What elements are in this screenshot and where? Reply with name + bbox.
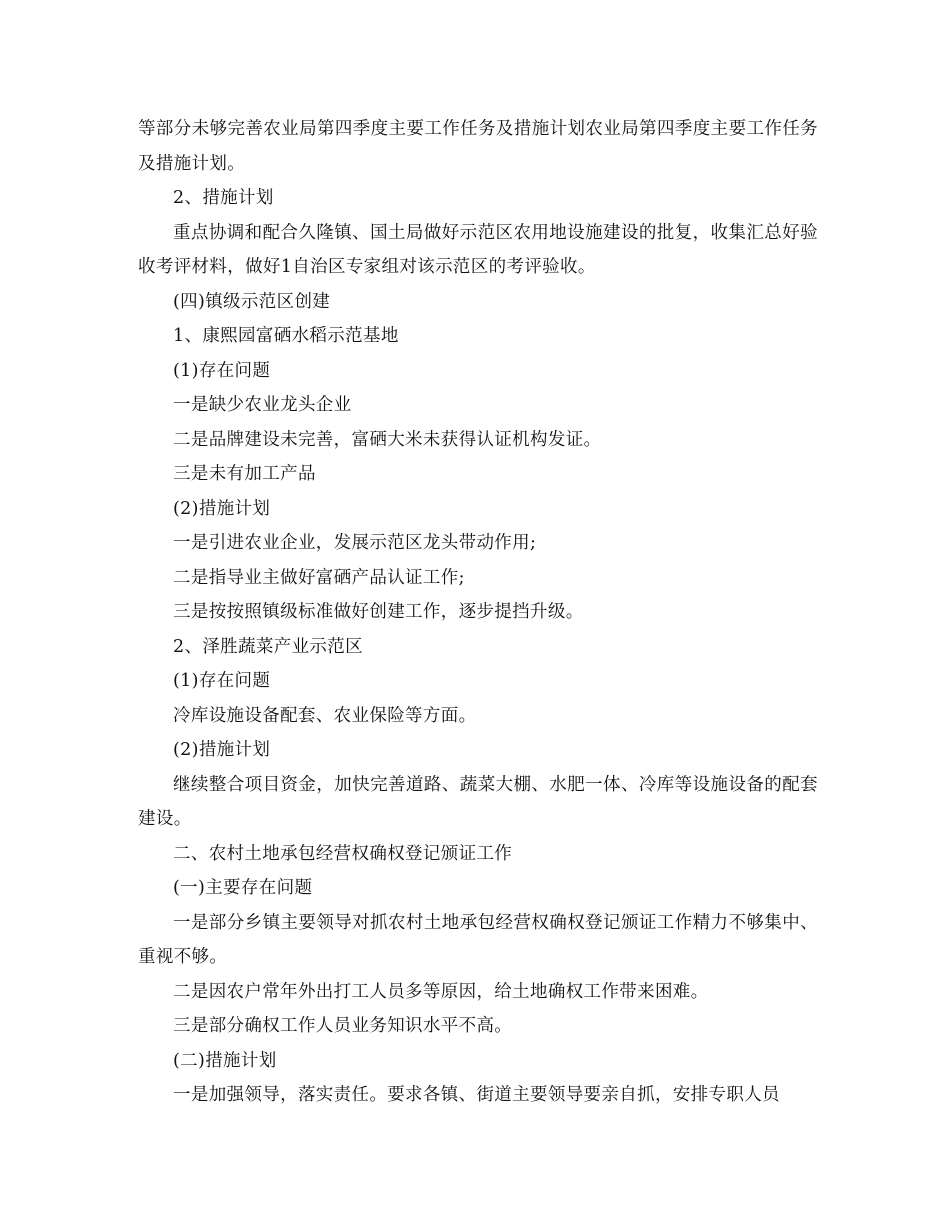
paragraph: (1)存在问题	[173, 671, 271, 691]
paragraph: 等部分未够完善农业局第四季度主要工作任务及措施计划农业局第四季度主要工作任务及措施计划。	[138, 119, 818, 174]
paragraph: 一是引进农业企业，发展示范区龙头带动作用;	[173, 533, 537, 553]
paragraph: (1)存在问题	[173, 360, 271, 381]
paragraph: 1、康熙园富硒水稻示范基地	[173, 326, 399, 346]
paragraph: 2、泽胜蔬菜产业示范区	[173, 636, 363, 657]
paragraph: (四)镇级示范区创建	[173, 291, 331, 312]
paragraph: 一是加强领导，落实责任。要求各镇、街道主要领导要亲自抓，安排专职人员	[173, 1085, 780, 1105]
paragraph: 2、措施计划	[173, 188, 274, 208]
paragraph: 重点协调和配合久隆镇、国土局做好示范区农用地设施建设的批复，收集汇总好验收考评材料，做好1自治区专家组对该示范区的考评验收。	[138, 222, 818, 277]
paragraph: 二是指导业主做好富硒产品认证工作;	[173, 567, 465, 588]
document-body	[138, 112, 818, 1113]
paragraph: 三是部分确权工作人员业务知识水平不高。	[173, 1016, 513, 1036]
paragraph: (2)措施计划	[173, 740, 271, 760]
paragraph: (一)主要存在问题	[173, 878, 313, 898]
paragraph: (2)措施计划	[173, 498, 271, 519]
paragraph: 二是因农户常年外出打工人员多等原因，给土地确权工作带来困难。	[173, 981, 709, 1002]
paragraph: 二、农村土地承包经营权确权登记颁证工作	[173, 843, 513, 864]
paragraph: 一是缺少农业龙头企业	[173, 395, 352, 415]
paragraph: 一是部分乡镇主要领导对抓农村土地承包经营权确权登记颁证工作精力不够集中、重视不够。	[138, 912, 818, 967]
paragraph: 三是未有加工产品	[173, 464, 316, 484]
paragraph: 冷库设施设备配套、农业保险等方面。	[173, 705, 477, 726]
paragraph: 继续整合项目资金，加快完善道路、蔬菜大棚、水肥一体、冷库等设施设备的配套建设。	[138, 774, 818, 829]
paragraph: 三是按按照镇级标准做好创建工作，逐步提挡升级。	[173, 602, 584, 622]
paragraph: (二)措施计划	[173, 1050, 277, 1071]
paragraph: 二是品牌建设未完善，富硒大米未获得认证机构发证。	[173, 429, 602, 450]
